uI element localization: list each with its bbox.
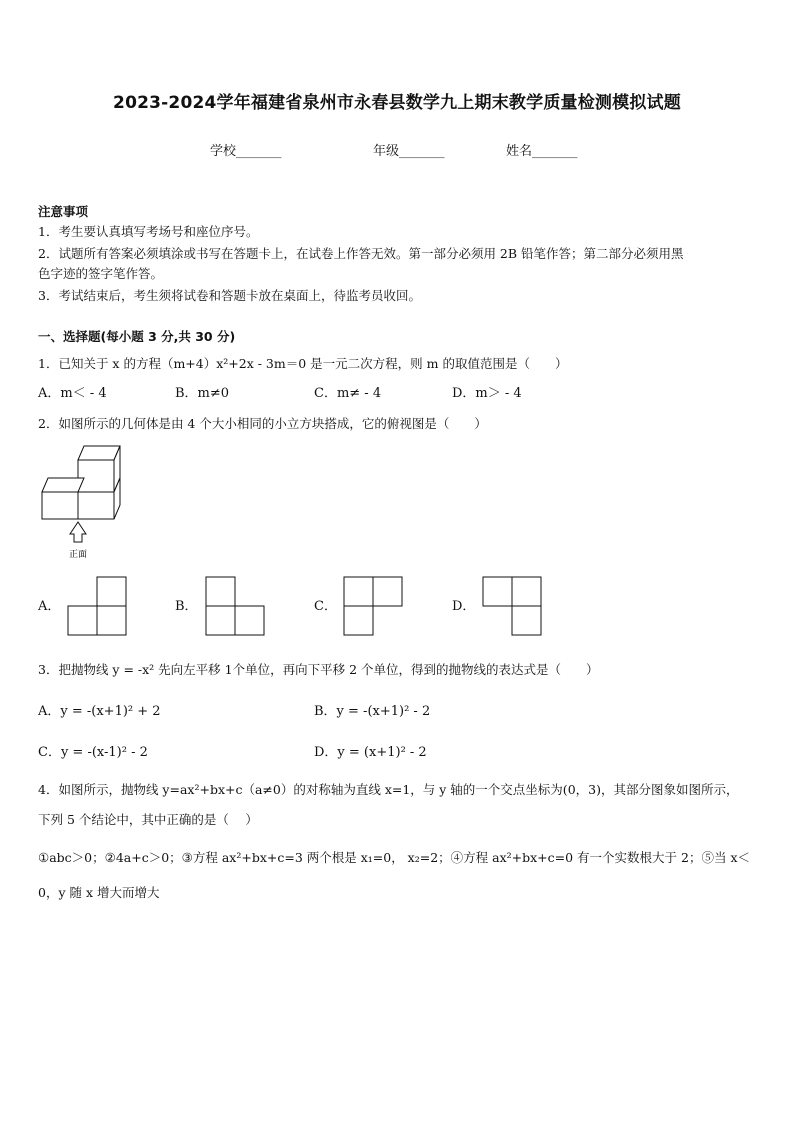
notice-item: 3．考试结束后，考生须将试卷和答题卡放在桌面上，待监考员收回。 bbox=[38, 288, 421, 303]
question-4-line-3: ①abc＞0；②4a+c＞0；③方程 ax²+bx+c=3 两个根是 x₁=0， x₂=2；④方程 ax²+bx+c=0 有一个实数根大于 2；⑤当 x＜ bbox=[38, 850, 751, 865]
notice-item: 色字迹的签字笔作答。 bbox=[38, 266, 164, 281]
section-heading: 一、选择题(每小题 3 分,共 30 分) bbox=[38, 329, 236, 344]
question-4-line-4: 0，y 随 x 增大而增大 bbox=[38, 885, 160, 900]
q3-option-b: B．y = -(x+1)² - 2 bbox=[314, 704, 431, 719]
q3-option-d: D．y = (x+1)² - 2 bbox=[314, 745, 427, 760]
school-field: 学校_______ bbox=[210, 144, 282, 159]
q1-option-d: D．m＞ - 4 bbox=[452, 386, 522, 401]
q1-option-a: A．m＜ - 4 bbox=[38, 386, 107, 401]
front-label: 正面 bbox=[68, 550, 88, 560]
q2-option-c-figure bbox=[342, 575, 406, 639]
q2-option-b: B． bbox=[175, 599, 198, 614]
name-field: 姓名_______ bbox=[506, 144, 578, 159]
q2-option-d: D． bbox=[452, 599, 476, 614]
question-4-line-2: 下列 5 个结论中，其中正确的是（ ） bbox=[38, 812, 258, 827]
question-3-stem: 3．把抛物线 y = -x² 先向左平移 1个单位，再向下平移 2 个单位，得到的抛物线的表达式是（ ） bbox=[38, 662, 599, 677]
notice-item: 1．考生要认真填写考场号和座位序号。 bbox=[38, 224, 259, 239]
q1-option-c: C．m≠ - 4 bbox=[314, 386, 382, 401]
q3-option-a: A．y = -(x+1)² + 2 bbox=[38, 704, 161, 719]
notice-heading: 注意事项 bbox=[38, 204, 89, 219]
q2-option-d-figure bbox=[481, 575, 545, 639]
question-4-line-1: 4．如图所示，抛物线 y=ax²+bx+c（a≠0）的对称轴为直线 x=1，与 y 轴的一个交点坐标为(0，3)，其部分图象如图所示， bbox=[38, 782, 739, 797]
question-1-stem: 1．已知关于 x 的方程（m+4）x²+2x - 3m＝0 是一元二次方程，则 m 的取值范围是（ ） bbox=[38, 356, 568, 371]
question-2-stem: 2．如图所示的几何体是由 4 个大小相同的小立方块搭成，它的俯视图是（ ） bbox=[38, 416, 487, 431]
notice-item: 2．试题所有答案必须填涂或书写在答题卡上，在试卷上作答无效。第一部分必须用 2B 铅笔作答；第二部分必须用黑 bbox=[38, 246, 684, 261]
q1-option-b: B．m≠0 bbox=[175, 386, 230, 401]
q2-option-a: A． bbox=[38, 599, 61, 614]
q3-option-c: C．y = -(x-1)² - 2 bbox=[38, 745, 148, 760]
q2-option-c: C． bbox=[314, 599, 337, 614]
cube-figure bbox=[36, 442, 126, 562]
page-title: 2023-2024学年福建省泉州市永春县数学九上期末教学质量检测模拟试题 bbox=[113, 93, 681, 113]
q2-option-a-figure bbox=[66, 575, 130, 639]
q2-option-b-figure bbox=[204, 575, 268, 639]
grade-field: 年级_______ bbox=[373, 144, 445, 159]
